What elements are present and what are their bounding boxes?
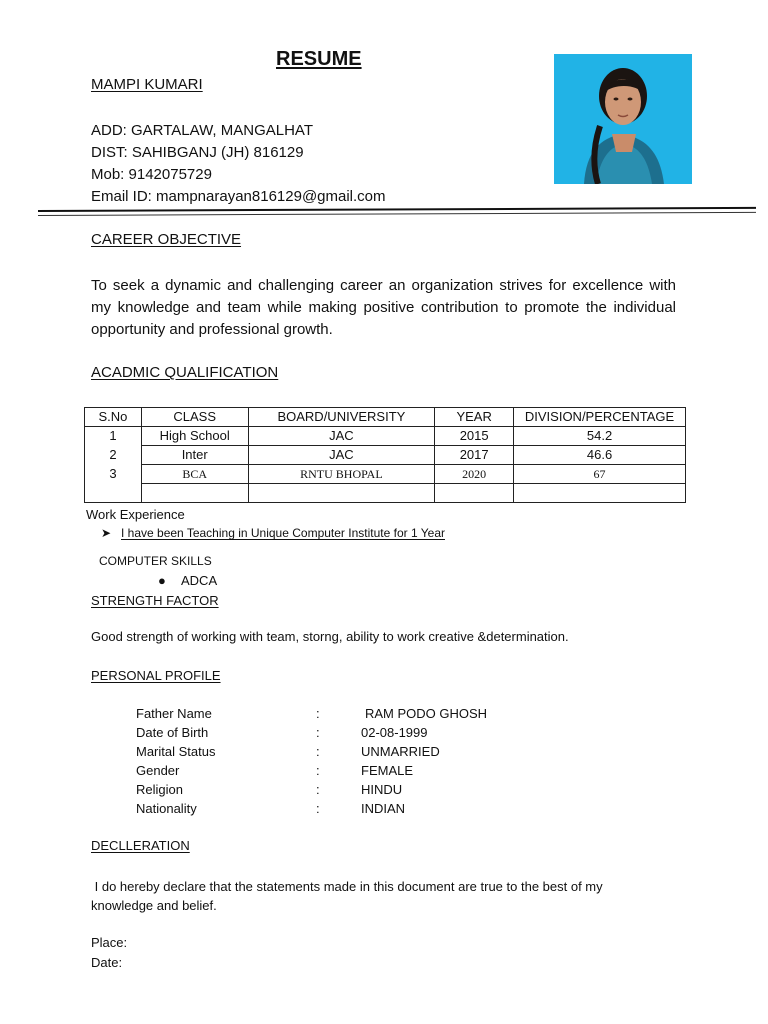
personal-profile-heading: PERSONAL PROFILE [91,668,221,683]
table-row [85,446,686,465]
declaration-body: I do hereby declare that the statements made in this document are true to the best of my knowledge and belief. [91,879,603,913]
table-cell: Inter [141,446,248,465]
profile-separator: : [316,744,320,759]
profile-value: RAM PODO GHOSH [365,706,488,721]
table-row [85,427,686,446]
mobile-line: Mob: 9142075729 [91,166,212,183]
computer-skills-heading: COMPUTER SKILLS [99,554,212,568]
column-header: S.No [85,408,142,427]
profile-row [136,782,536,801]
column-header: BOARD/UNIVERSITY [248,408,435,427]
table-cell: 2 [85,446,142,465]
date-label: Date: [91,955,123,970]
profile-separator: : [316,706,320,721]
table-cell: 46.6 [514,446,686,465]
profile-value: INDIAN [361,801,406,816]
bullet-icon: ● [158,573,166,588]
address-line: ADD: GARTALAW, MANGALHAT [91,122,313,139]
profile-label: Father Name [136,706,212,721]
profile-row [136,725,536,744]
computer-skill-item [158,573,217,588]
profile-value: HINDU [361,782,403,797]
strength-heading: STRENGTH FACTOR [91,593,219,608]
career-objective-text: To seek a dynamic and challenging career an organization strives for excellence with my knowledge and team while making positive contribution to promote the individual opportunity and professional growth. [91,277,676,338]
profile-label: Marital Status [136,744,216,759]
profile-row [136,744,536,763]
resume-title: RESUME [276,48,362,70]
career-objective-heading: CAREER OBJECTIVE [91,231,242,248]
profile-label: Religion [136,782,183,797]
declaration-heading: DECLLERATION [91,838,190,853]
table-cell: High School [141,427,248,446]
table-cell: 1 [85,427,142,446]
table-cell: 2020 [435,465,514,484]
person-portrait-icon [554,54,692,184]
profile-value: UNMARRIED [361,744,440,759]
table-row [85,465,686,484]
profile-label: Gender [136,763,180,778]
table-cell: JAC [248,446,435,465]
computer-skill-text: ADCA [181,573,218,588]
table-cell [435,484,514,503]
column-header: CLASS [141,408,248,427]
table-cell: 2017 [435,446,514,465]
column-header: YEAR [435,408,514,427]
profile-row [136,801,536,820]
profile-separator: : [316,782,320,797]
profile-separator: : [316,763,320,778]
profile-value: 02-08-1999 [361,725,428,740]
table-cell [141,484,248,503]
table-row-empty [85,484,686,503]
profile-value: FEMALE [361,763,414,778]
place-label: Place: [91,935,128,950]
candidate-name: MAMPI KUMARI [91,76,203,93]
profile-row [136,706,536,725]
declaration-text [91,877,651,915]
table-cell: 2015 [435,427,514,446]
profile-separator: : [316,801,320,816]
header-divider-thin [38,212,756,216]
work-experience-item [101,526,445,540]
profile-separator: : [316,725,320,740]
profile-label: Nationality [136,801,197,816]
work-experience-text: I have been Teaching in Unique Computer Institute for 1 Year [121,526,445,540]
table-cell: JAC [248,427,435,446]
table-cell [248,484,435,503]
table-cell: 3 [85,465,142,503]
table-cell: RNTU BHOPAL [248,465,435,484]
table-cell [514,484,686,503]
personal-profile-list [136,706,536,820]
table-cell: 54.2 [514,427,686,446]
academic-heading: ACADMIC QUALIFICATION [91,364,279,381]
profile-photo [554,54,692,184]
strength-text: Good strength of working with team, storng, ability to work creative &determination. [91,629,569,644]
work-experience-heading: Work Experience [86,507,185,522]
qualification-table [84,407,686,503]
table-cell: BCA [141,465,248,484]
contact-block [91,120,386,208]
table-header-row [85,408,686,427]
table-cell: 67 [514,465,686,484]
district-line: DIST: SAHIBGANJ (JH) 816129 [91,144,304,161]
profile-label: Date of Birth [136,725,209,740]
profile-row [136,763,536,782]
email-line: Email ID: mampnarayan816129@gmail.com [91,188,386,205]
column-header: DIVISION/PERCENTAGE [514,408,686,427]
arrow-bullet-icon: ➤ [101,526,112,540]
place-date-block [91,933,127,973]
